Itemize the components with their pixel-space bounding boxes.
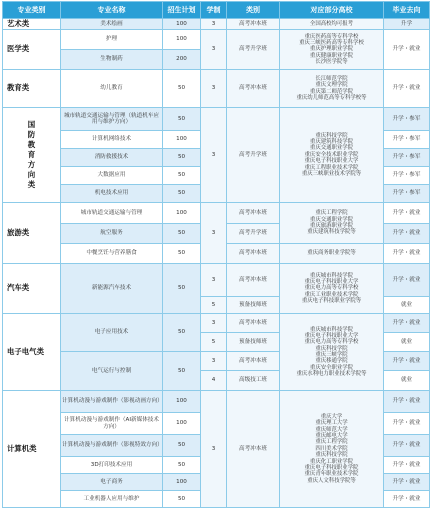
years-cell: 3	[201, 203, 227, 264]
type-cell: 高考冲本班	[227, 19, 280, 30]
school-name: 重庆电力高等专科学校	[304, 339, 359, 346]
school-name: 重庆青年职业技术学院	[304, 471, 359, 478]
header-category: 专业类别	[3, 2, 61, 19]
category-cell: 艺术类	[3, 19, 61, 30]
category-cell: 电子电气类	[3, 314, 61, 391]
school-name: 重庆建筑科技学院	[309, 139, 354, 146]
type-cell: 高考冲本班	[227, 244, 280, 264]
school-name: 重庆城市科技学院	[309, 272, 354, 279]
school-name: 重庆科技学院	[315, 345, 348, 352]
destination-cell: 升学・就业	[384, 203, 430, 224]
school-name: 重庆商务职业学院等	[307, 250, 356, 257]
schools-cell	[280, 30, 384, 70]
category-cell: 汽车类	[3, 264, 61, 314]
school-name: 重庆电子科技职业大学	[304, 332, 359, 339]
plan-cell: 100	[163, 131, 201, 149]
type-cell: 预备技师班	[227, 297, 280, 314]
school-name: 长江师范学院	[315, 75, 348, 82]
years-cell: 3	[201, 352, 227, 371]
destination-cell: 升学・参军	[384, 185, 430, 203]
school-name: 重庆医药高等专科学校	[304, 33, 359, 40]
plan-cell: 50	[163, 224, 201, 244]
plan-cell: 50	[163, 435, 201, 457]
major-cell: 城市轨道交通运输与管理（轨道机车应用与维护方向）	[61, 108, 163, 131]
years-cell: 3	[201, 391, 227, 508]
major-cell: 计算机动漫与游戏制作（影视特效方向）	[61, 435, 163, 457]
table-row	[3, 391, 430, 413]
plan-cell: 100	[163, 391, 201, 413]
table-row	[3, 264, 430, 297]
major-cell: 城市轨道交通运输与管理	[61, 203, 163, 224]
schools-cell	[280, 203, 384, 244]
destination-cell: 升学・就业	[384, 224, 430, 244]
school-name: 重庆三峡医药高等专科学校	[299, 39, 364, 46]
table-row	[3, 70, 430, 108]
type-cell: 高考升学班	[227, 108, 280, 203]
schools-cell	[280, 391, 384, 508]
school-name: 重庆工程职业技术学院	[304, 164, 359, 171]
header-row	[3, 2, 430, 19]
header-years: 学制	[201, 2, 227, 19]
school-name: 重庆安全技术职业学院	[304, 151, 359, 158]
type-cell: 高考冲本班	[227, 203, 280, 224]
plan-cell: 50	[163, 244, 201, 264]
school-name: 重庆人文科技学院等	[307, 477, 356, 484]
school-name: 重庆工业职业技术学院	[304, 291, 359, 298]
years-cell: 3	[201, 30, 227, 70]
school-name: 重庆化工职业学院	[309, 458, 354, 465]
school-name: 重庆第二师范学院	[309, 88, 354, 95]
major-cell: 幼儿教育	[61, 70, 163, 108]
plan-cell: 100	[163, 30, 201, 50]
plan-cell: 200	[163, 50, 201, 70]
years-cell: 3	[201, 264, 227, 297]
table-body	[3, 19, 430, 508]
header-destination: 毕业去向	[384, 2, 430, 19]
schools-cell	[280, 19, 384, 30]
plan-cell: 50	[163, 149, 201, 167]
school-name: 重庆健康职业学院	[309, 52, 354, 59]
major-cell: 消防救援技术	[61, 149, 163, 167]
school-name: 四川美术学院	[315, 445, 348, 452]
major-cell: 机电技术应用	[61, 185, 163, 203]
school-name: 全国高校均可报考	[309, 20, 354, 27]
schools-cell	[280, 314, 384, 391]
admissions-table	[2, 1, 430, 508]
destination-cell: 升学	[384, 19, 430, 30]
years-cell: 3	[201, 314, 227, 333]
schools-cell	[280, 108, 384, 203]
header-plan: 招生计划	[163, 2, 201, 19]
destination-cell: 就业	[384, 371, 430, 391]
destination-cell: 升学・参军	[384, 167, 430, 185]
table-row	[3, 30, 430, 50]
school-name: 重庆文理学院	[315, 82, 348, 89]
plan-cell: 50	[163, 352, 201, 391]
type-cell: 高级技工班	[227, 371, 280, 391]
plan-cell: 50	[163, 167, 201, 185]
destination-cell: 升学・就业	[384, 391, 430, 413]
destination-cell: 升学・就业	[384, 352, 430, 371]
school-name: 重庆建筑科技学院等	[307, 229, 356, 236]
major-cell: 计算机网络技术	[61, 131, 163, 149]
major-cell: 护理	[61, 30, 163, 50]
header-major: 专业名称	[61, 2, 163, 19]
school-name: 重庆电力高等专科学校	[304, 285, 359, 292]
school-name: 重庆城市科技学院	[309, 326, 354, 333]
school-name: 重庆电子科技职业大学	[304, 158, 359, 165]
plan-cell: 100	[163, 474, 201, 491]
destination-cell: 升学・就业	[384, 413, 430, 435]
destination-cell: 升学・参军	[384, 131, 430, 149]
school-name: 长沙医学院等	[315, 59, 348, 66]
header-schools: 对应部分高校	[280, 2, 384, 19]
destination-cell: 升学・参军	[384, 149, 430, 167]
years-cell: 3	[201, 19, 227, 30]
category-cell	[3, 108, 61, 203]
major-cell: 3D打印技术应用	[61, 457, 163, 474]
school-name: 重庆旅游职业学院	[309, 223, 354, 229]
type-cell: 高考冲本班	[227, 391, 280, 508]
major-cell: 电气运行与控制	[61, 352, 163, 391]
plan-cell: 50	[163, 70, 201, 108]
school-name: 重庆工程学院	[315, 439, 348, 446]
destination-cell: 升学・就业	[384, 457, 430, 474]
category-cell: 医学类	[3, 30, 61, 70]
school-name: 重庆安全职业学院	[309, 364, 354, 371]
type-cell: 高考冲本班	[227, 264, 280, 297]
school-name: 重庆幼儿师范高等专科学校等	[296, 94, 367, 101]
school-name: 重庆三峡学院	[315, 352, 348, 358]
category-cell: 教育类	[3, 70, 61, 108]
destination-cell: 升学・就业	[384, 491, 430, 508]
major-cell: 计算机动漫与游戏制作（AI新媒体技术方向）	[61, 413, 163, 435]
header-type: 类别	[227, 2, 280, 19]
major-cell: 计算机动漫与游戏制作（影视动画方向）	[61, 391, 163, 413]
plan-cell: 50	[163, 491, 201, 508]
category-label: 国防教育方向类	[27, 120, 36, 189]
type-cell: 高考升学班	[227, 224, 280, 244]
school-name: 重庆交通职业学院	[309, 216, 354, 223]
major-cell: 电子应用技术	[61, 314, 163, 352]
type-cell: 高考冲本班	[227, 70, 280, 108]
school-name: 重庆科技学院	[315, 132, 348, 139]
destination-cell: 就业	[384, 297, 430, 314]
category-cell: 计算机类	[3, 391, 61, 508]
table-row	[3, 203, 430, 224]
destination-cell: 就业	[384, 333, 430, 352]
category-cell: 旅游类	[3, 203, 61, 264]
type-cell: 预备技师班	[227, 333, 280, 352]
school-name: 重庆交通职业学院	[309, 145, 354, 152]
plan-cell: 100	[163, 19, 201, 30]
table-row	[3, 108, 430, 131]
plan-cell: 50	[163, 108, 201, 131]
major-cell: 生物制药	[61, 50, 163, 70]
destination-cell: 升学・参军	[384, 108, 430, 131]
school-name: 重庆电子科技职业学院	[304, 464, 359, 471]
school-name: 重庆水利电力职业技术学院等	[296, 371, 367, 378]
major-cell: 工业机器人应用与维护	[61, 491, 163, 508]
type-cell: 高考冲本班	[227, 314, 280, 333]
years-cell: 5	[201, 333, 227, 352]
school-name: 重庆电子科技职业学院等	[301, 298, 362, 305]
school-name: 重庆电子科技职业大学	[304, 278, 359, 285]
major-cell: 大数据应用	[61, 167, 163, 185]
admissions-table-wrap	[2, 1, 429, 511]
plan-cell: 100	[163, 203, 201, 224]
destination-cell: 升学・就业	[384, 435, 430, 457]
schools-cell	[280, 244, 384, 264]
major-cell: 新能源汽车技术	[61, 264, 163, 314]
school-name: 重庆科技学院	[315, 452, 348, 459]
plan-cell: 50	[163, 185, 201, 203]
plan-cell: 50	[163, 457, 201, 474]
years-cell: 4	[201, 371, 227, 391]
school-name: 重庆工程学院	[315, 210, 348, 217]
major-cell: 航空服务	[61, 224, 163, 244]
destination-cell: 升学・就业	[384, 314, 430, 333]
major-cell: 电子商务	[61, 474, 163, 491]
years-cell: 3	[201, 70, 227, 108]
major-cell: 中餐烹饪与营养膳食	[61, 244, 163, 264]
table-row	[3, 314, 430, 333]
school-name: 重庆三峡职业技术学院等	[301, 170, 362, 177]
school-name: 重庆理工大学	[315, 420, 348, 427]
school-name: 重庆护理职业学院	[309, 46, 354, 53]
table-row	[3, 19, 430, 30]
destination-cell: 升学・就业	[384, 70, 430, 108]
schools-cell	[280, 264, 384, 314]
destination-cell: 升学・就业	[384, 30, 430, 70]
schools-cell	[280, 70, 384, 108]
years-cell: 3	[201, 108, 227, 203]
years-cell: 5	[201, 297, 227, 314]
school-name: 重庆邮电大学	[315, 433, 348, 440]
school-name: 重庆大学	[320, 413, 343, 420]
plan-cell: 100	[163, 413, 201, 435]
school-name: 重庆移通学院	[315, 358, 348, 365]
plan-cell: 50	[163, 314, 201, 352]
destination-cell: 升学・就业	[384, 264, 430, 297]
plan-cell: 50	[163, 264, 201, 314]
school-name: 重庆师范大学	[315, 426, 348, 433]
destination-cell: 升学・就业	[384, 244, 430, 264]
type-cell: 高考升学班	[227, 30, 280, 70]
type-cell: 高考冲本班	[227, 352, 280, 371]
major-cell: 美术绘画	[61, 19, 163, 30]
destination-cell: 升学・就业	[384, 474, 430, 491]
